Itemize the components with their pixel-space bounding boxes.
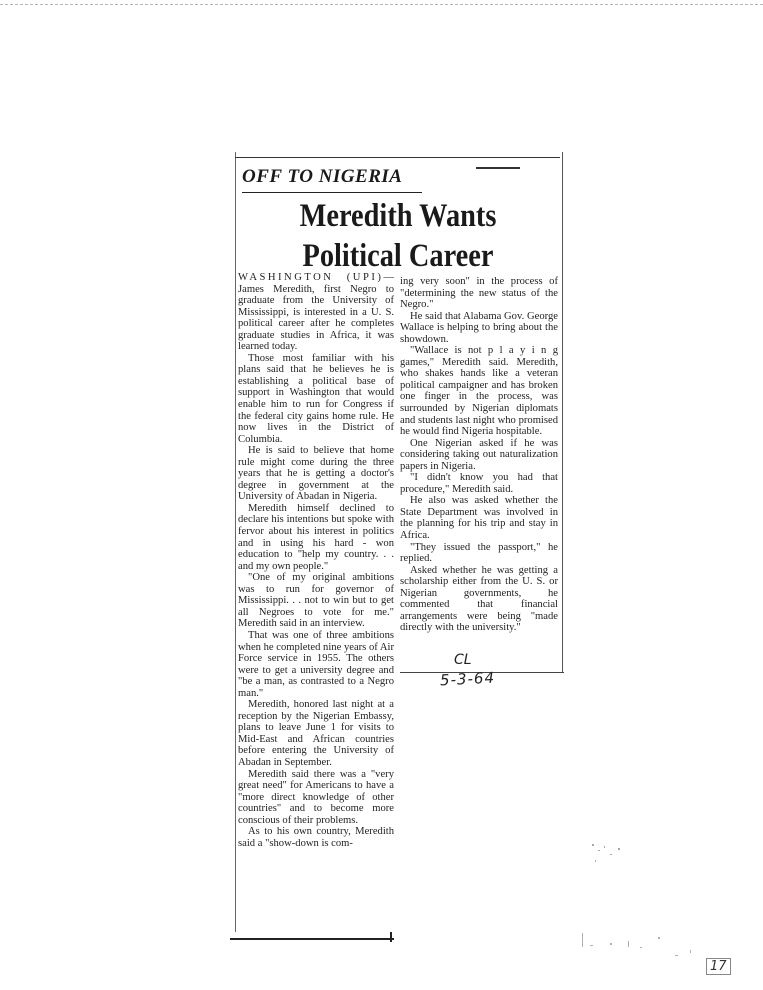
page-mark: 17 [706, 958, 731, 975]
top-scan-border [0, 4, 763, 5]
article-paragraph: "One of my original ambitions was to run for governor of Mississippi. . . not to win but to get all Negroes to vote for me." Meredith said in an interview. [238, 572, 394, 630]
headline [254, 196, 543, 276]
article-paragraph: "Wallace is not p l a y i n g games," Meredith said. Meredith, who shakes hands like a veteran political campaigner and has broken one finger in the process, was surrounded by Nigerian diplomats and students last night who promised he would find Nigeria hospitable. [400, 345, 558, 438]
article-paragraph: "I didn't know you had that procedure," Meredith said. [400, 472, 558, 495]
article-paragraph: Asked whether he was getting a scholarship either from the U. S. or Nigerian governments, he commented that financial arrangements were being "made directly with the university." [400, 564, 558, 634]
article-paragraph: "They issued the passport," he replied. [400, 541, 558, 565]
scan-noise [590, 840, 660, 880]
article-paragraph: One Nigerian asked if he was considering taking out naturalization papers in Nigeria. [400, 437, 558, 472]
kicker: OFF TO NIGERIA [242, 166, 403, 187]
article-column-2 [400, 276, 558, 634]
article-paragraph: That was one of three ambitions when he completed nine years of Air Force service in 1955. The others were to get a university degree and "be a man, as contrasted to a Negro man." [238, 629, 394, 699]
bottom-rule [230, 938, 394, 940]
newspaper-clipping [230, 152, 566, 942]
article-paragraph: Meredith, honored last night at a reception by the Nigerian Embassy, plans to leave June 1 for visits to Mid-East and African countries before entering the University of Abadan in September. [238, 699, 394, 768]
article-column-1 [238, 272, 394, 849]
article-paragraph: ing very soon" in the process of "determining the new status of the Negro." [400, 276, 558, 311]
clipping-right-edge [562, 152, 563, 672]
clipping-top-rule [235, 157, 560, 158]
article-paragraph: As to his own country, Meredith said a "show-down is com- [238, 826, 394, 849]
bottom-tick [390, 932, 392, 942]
dash-mark [476, 167, 520, 169]
lead-text: —James Meredith, first Negro to graduate from the University of Mississippi, is interested in a U. S. political career after he completes graduate studies in Africa, it was learned today. [238, 272, 394, 353]
dateline: WASHINGTON (UPI) [238, 272, 384, 283]
article-paragraph: He said that Alabama Gov. George Wallace is helping to bring about the showdown. [400, 310, 558, 345]
article-paragraph: He also was asked whether the State Department was involved in the planning for his trip and stay in Africa. [400, 495, 558, 542]
handwritten-initials: CL [454, 652, 472, 668]
headline-line-1: Meredith Wants [299, 198, 497, 234]
article-paragraph: Meredith said there was a "very great need" for Americans to have a "more direct knowledge of other countries" and to become more conscious of their problems. [238, 768, 394, 826]
clipping-left-edge [235, 152, 236, 932]
article-paragraph: Those most familiar with his plans said that he believes he is establishing a political base of support in Washington that would enable him to run for Congress if the federal city gains home rule. He now lives in the District of Columbia. [238, 352, 394, 445]
handwritten-date: 5-3-64 [439, 668, 496, 690]
article-paragraph [238, 272, 394, 353]
headline-line-2: Political Career [302, 238, 494, 274]
kicker-rule [242, 192, 422, 193]
article-paragraph: Meredith himself declined to declare his intentions but spoke with fervor about his interest in politics and in using his hard - won education to "help my country. . . and my own people." [238, 502, 394, 572]
article-paragraph: He is said to believe that home rule might come during the three years that he is getting a doctor's degree in government at the University of Abadan in Nigeria. [238, 445, 394, 503]
